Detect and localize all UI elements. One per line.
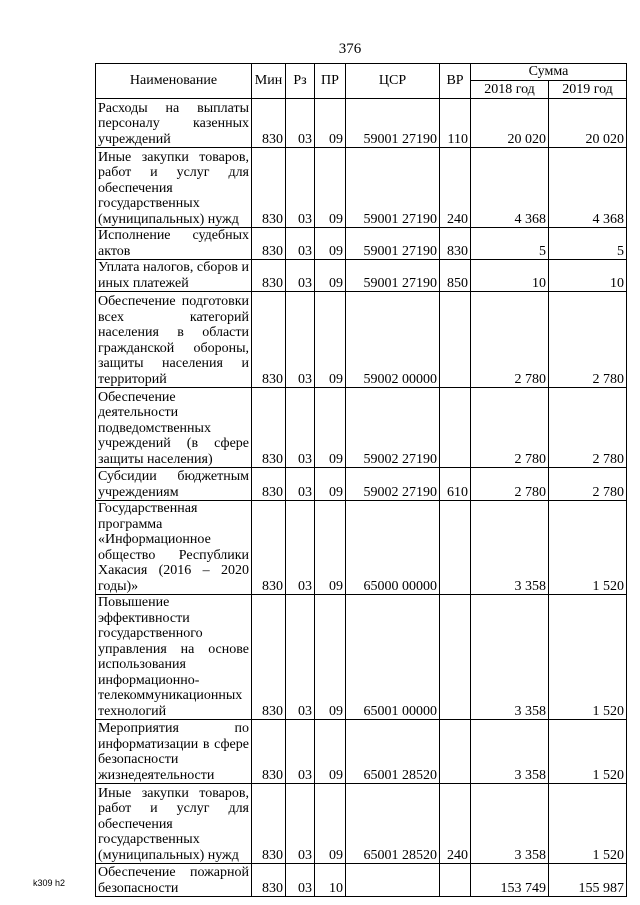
row-min: 830 [252, 864, 286, 897]
row-sum-2018: 2 780 [471, 388, 549, 468]
row-min: 830 [252, 388, 286, 468]
row-sum-2019: 1 520 [549, 720, 627, 784]
row-rz: 03 [286, 720, 315, 784]
header-rz: Рз [286, 64, 315, 99]
row-name: Иные закупки товаров, работ и услуг для обеспечения государственных (муниципальных) нужд [96, 148, 252, 228]
table-row [96, 864, 627, 897]
row-sum-2018: 5 [471, 228, 549, 260]
budget-table [95, 63, 627, 897]
row-rz: 03 [286, 228, 315, 260]
row-rz: 03 [286, 388, 315, 468]
row-min: 830 [252, 720, 286, 784]
row-sum-2018: 3 358 [471, 784, 549, 864]
row-pr: 09 [315, 720, 346, 784]
table-row [96, 260, 627, 292]
table-row [96, 148, 627, 228]
row-name: Обеспечение подготовки всех категорий населения в области гражданской обороны, защиты населения и территорий [96, 292, 252, 388]
header-csr: ЦСР [346, 64, 440, 99]
row-pr: 10 [315, 864, 346, 897]
row-pr: 09 [315, 388, 346, 468]
row-min: 830 [252, 148, 286, 228]
footer-code: k309 h2 [33, 878, 66, 888]
row-pr: 09 [315, 468, 346, 501]
row-min: 830 [252, 468, 286, 501]
row-vr [440, 501, 471, 595]
table-row [96, 595, 627, 720]
row-name: Обеспечение пожарной безопасности [96, 864, 252, 897]
row-csr: 59002 27190 [346, 468, 440, 501]
row-name: Иные закупки товаров, работ и услуг для обеспечения государственных (муниципальных) нужд [96, 784, 252, 864]
row-pr: 09 [315, 260, 346, 292]
row-sum-2019: 5 [549, 228, 627, 260]
row-min: 830 [252, 228, 286, 260]
row-rz: 03 [286, 595, 315, 720]
row-name: Мероприятия по информатизации в сфере безопасности жизнедеятельности [96, 720, 252, 784]
row-sum-2019: 2 780 [549, 468, 627, 501]
page-number: 376 [338, 41, 362, 57]
row-vr: 110 [440, 99, 471, 148]
row-sum-2018: 2 780 [471, 292, 549, 388]
row-sum-2019: 20 020 [549, 99, 627, 148]
row-pr: 09 [315, 148, 346, 228]
row-vr: 240 [440, 148, 471, 228]
row-sum-2019: 1 520 [549, 501, 627, 595]
row-sum-2019: 10 [549, 260, 627, 292]
table-row [96, 99, 627, 148]
row-csr [346, 864, 440, 897]
row-name: Исполнение судебных актов [96, 228, 252, 260]
row-csr: 65000 00000 [346, 501, 440, 595]
row-sum-2019: 2 780 [549, 292, 627, 388]
header-year-2018: 2018 год [471, 81, 549, 99]
row-csr: 59001 27190 [346, 148, 440, 228]
row-min: 830 [252, 501, 286, 595]
row-name: Государственная программа «Информационное общество Республики Хакасия (2016 – 2020 годы)» [96, 501, 252, 595]
row-vr: 610 [440, 468, 471, 501]
row-csr: 59001 27190 [346, 99, 440, 148]
row-name: Обеспечение деятельности подведомственных учреждений (в сфере защиты населения) [96, 388, 252, 468]
table-row [96, 468, 627, 501]
row-csr: 59002 00000 [346, 292, 440, 388]
row-sum-2018: 20 020 [471, 99, 549, 148]
row-rz: 03 [286, 292, 315, 388]
row-sum-2019: 1 520 [549, 784, 627, 864]
row-rz: 03 [286, 99, 315, 148]
row-name: Субсидии бюджетным учреждениям [96, 468, 252, 501]
header-year-2019: 2019 год [549, 81, 627, 99]
row-pr: 09 [315, 501, 346, 595]
row-vr [440, 292, 471, 388]
header-min: Мин [252, 64, 286, 99]
row-csr: 65001 28520 [346, 720, 440, 784]
row-rz: 03 [286, 784, 315, 864]
row-sum-2019: 1 520 [549, 595, 627, 720]
row-csr: 65001 28520 [346, 784, 440, 864]
row-vr [440, 864, 471, 897]
row-min: 830 [252, 595, 286, 720]
row-rz: 03 [286, 148, 315, 228]
row-csr: 65001 00000 [346, 595, 440, 720]
table-row [96, 228, 627, 260]
row-pr: 09 [315, 595, 346, 720]
row-name: Расходы на выплаты персоналу казенных учреждений [96, 99, 252, 148]
row-vr [440, 720, 471, 784]
row-vr: 240 [440, 784, 471, 864]
row-csr: 59001 27190 [346, 260, 440, 292]
table-row [96, 501, 627, 595]
table-row [96, 388, 627, 468]
row-min: 830 [252, 260, 286, 292]
row-rz: 03 [286, 468, 315, 501]
row-pr: 09 [315, 228, 346, 260]
row-sum-2019: 155 987 [549, 864, 627, 897]
row-rz: 03 [286, 864, 315, 897]
table-row [96, 720, 627, 784]
row-pr: 09 [315, 292, 346, 388]
row-rz: 03 [286, 260, 315, 292]
row-sum-2018: 2 780 [471, 468, 549, 501]
row-min: 830 [252, 99, 286, 148]
row-vr [440, 595, 471, 720]
row-min: 830 [252, 292, 286, 388]
row-sum-2019: 4 368 [549, 148, 627, 228]
row-pr: 09 [315, 784, 346, 864]
row-rz: 03 [286, 501, 315, 595]
header-vr: ВР [440, 64, 471, 99]
header-name: Наименование [96, 64, 252, 99]
row-sum-2018: 3 358 [471, 720, 549, 784]
row-sum-2019: 2 780 [549, 388, 627, 468]
header-pr: ПР [315, 64, 346, 99]
row-csr: 59001 27190 [346, 228, 440, 260]
row-sum-2018: 3 358 [471, 595, 549, 720]
row-vr: 830 [440, 228, 471, 260]
header-sum: Сумма [471, 64, 627, 81]
row-min: 830 [252, 784, 286, 864]
row-sum-2018: 10 [471, 260, 549, 292]
table-row [96, 784, 627, 864]
row-sum-2018: 4 368 [471, 148, 549, 228]
row-sum-2018: 3 358 [471, 501, 549, 595]
row-vr: 850 [440, 260, 471, 292]
row-pr: 09 [315, 99, 346, 148]
row-sum-2018: 153 749 [471, 864, 549, 897]
row-name: Уплата налогов, сборов и иных платежей [96, 260, 252, 292]
row-name: Повышение эффективности государственного управления на основе использования информационно-телекоммуникационных технологий [96, 595, 252, 720]
table-row [96, 292, 627, 388]
row-csr: 59002 27190 [346, 388, 440, 468]
row-vr [440, 388, 471, 468]
